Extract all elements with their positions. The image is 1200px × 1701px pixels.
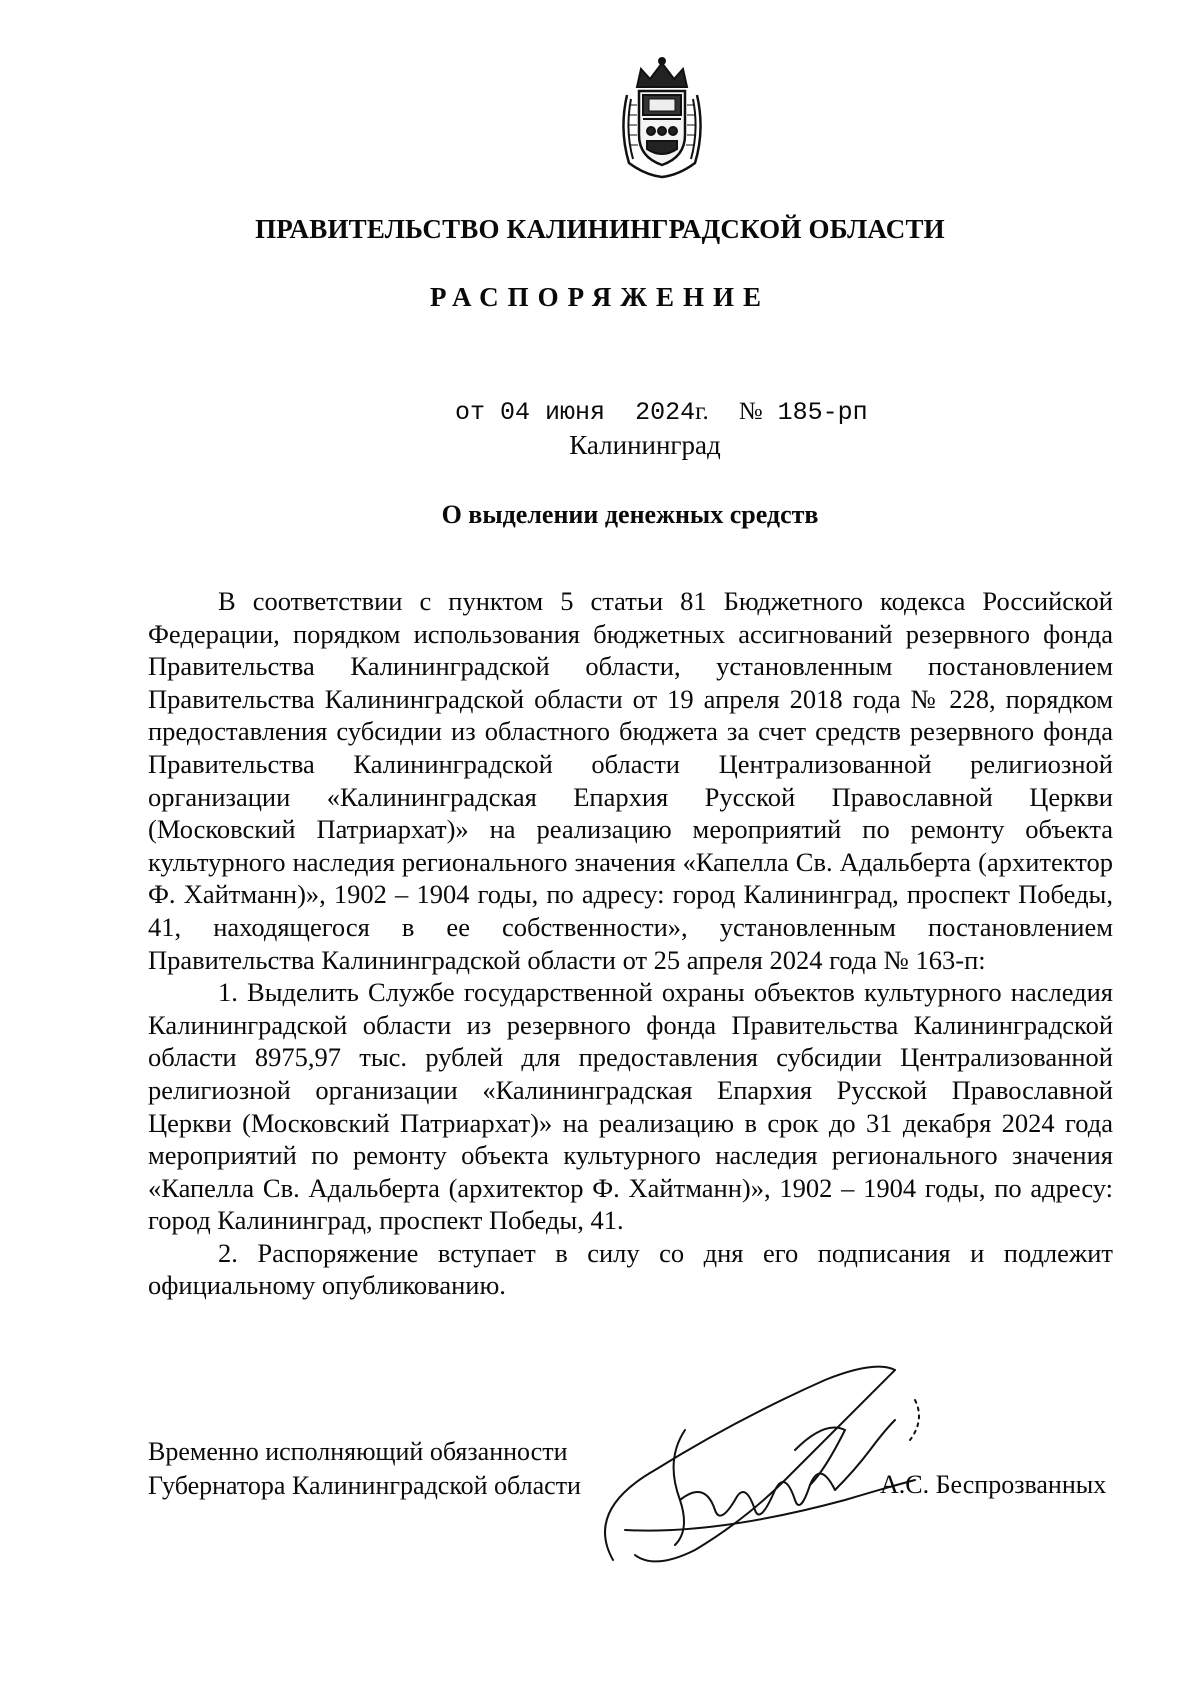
signatory-name: А.С. Беспрозванных (880, 1470, 1107, 1499)
signatory-role (148, 1435, 581, 1503)
coat-of-arms-emblem (617, 55, 707, 180)
document-number: 185-рп (777, 398, 868, 427)
document-date-number (455, 398, 868, 427)
signatory-role-line-1: Временно исполняющий обязанности (148, 1437, 568, 1466)
date-suffix: г. (695, 398, 709, 425)
date-day-month: 04 июня (500, 398, 606, 427)
signatory-role-line-2: Губернатора Калининградской области (148, 1471, 581, 1500)
document-type-title: РАСПОРЯЖЕНИЕ (429, 282, 771, 312)
handwritten-signature (595, 1360, 945, 1570)
document-city: Калининград (569, 430, 721, 460)
preamble-paragraph: В соответствии с пунктом 5 статьи 81 Бюджетного кодекса Российской Федерации, порядком использования бюджетных ассигнований резервного фонда Правительства Калининградской области, установленным постановлением Правительства Калининградской области от 19 апреля 2018 года № 228, порядком предоставления субсидии из областного бюджета за счет средств резервного фонда Правительства Калининградской области Централизованной религиозной организации «Калининградская Епархия Русской Православной Церкви (Московский Патриархат)» на реализацию мероприятий по ремонту объекта культурного наследия регионального значения «Капелла Св. Адальберта (архитектор Ф. Хайтманн)», 1902 – 1904 годы, по адресу: город Калининград, проспект Победы, 41, находящегося в ее собственности», установленным постановлением Правительства Калининградской области от 25 апреля 2024 года № 163-п: (148, 586, 1113, 975)
document-body (148, 585, 1113, 1302)
item-1-paragraph: 1. Выделить Службе государственной охраны объектов культурного наследия Калининградской области из резервного фонда Правительства Калининградской области 8975,97 тыс. рублей для предоставления субсидии Централизованной религиозной организации «Калининградская Епархия Русской Православной Церкви (Московский Патриархат)» на реализацию в срок до 31 декабря 2024 года мероприятий по ремонту объекта культурного наследия регионального значения «Капелла Св. Адальберта (архитектор Ф. Хайтманн)», 1902 – 1904 годы, по адресу: город Калининград, проспект Победы, 41. (148, 977, 1113, 1236)
number-sign: № (738, 398, 763, 425)
date-year: 2024 (635, 398, 696, 427)
organization-title: ПРАВИТЕЛЬСТВО КАЛИНИНГРАДСКОЙ ОБЛАСТИ (255, 214, 945, 244)
document-subject: О выделении денежных средств (441, 500, 819, 529)
item-2-paragraph: 2. Распоряжение вступает в силу со дня его подписания и подлежит официальному опубликованию. (148, 1237, 1113, 1301)
date-prefix: от (455, 398, 486, 427)
